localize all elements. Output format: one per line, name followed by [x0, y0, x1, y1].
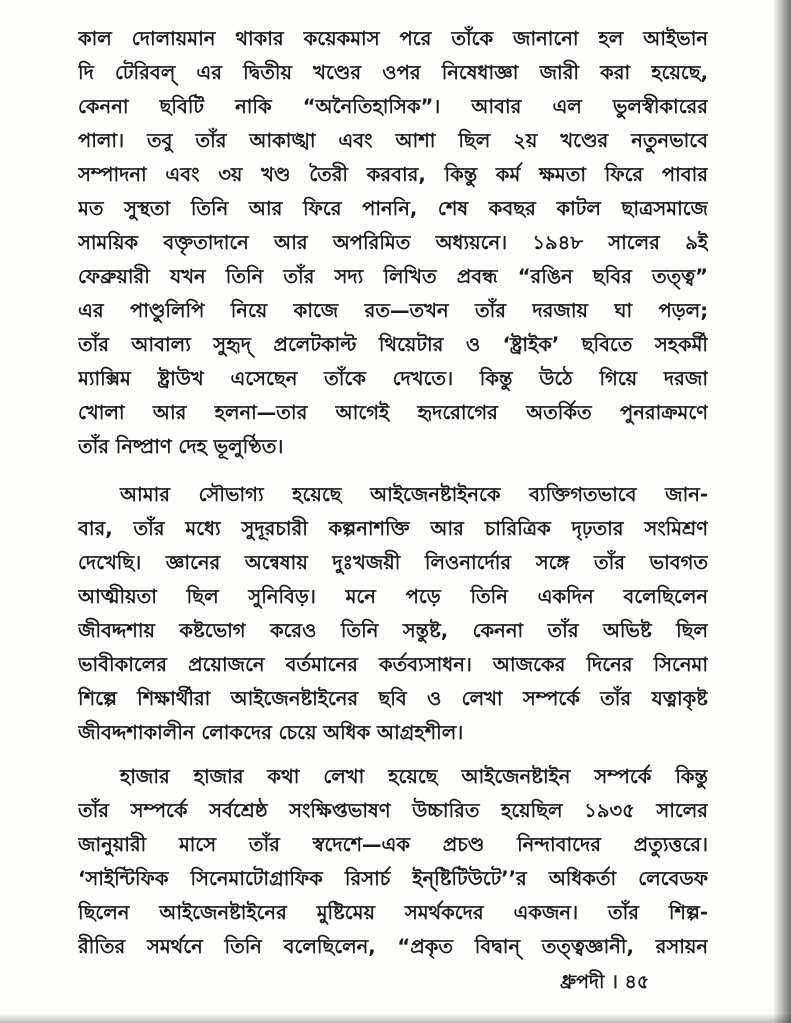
text-line: বার, তাঁর মধ্যে সুদূরচারী কল্পনাশক্তি আর চারিত্রিক দৃঢ়তার সংমিশ্রণ	[78, 517, 708, 540]
text-line: কাল দোলায়মান থাকার কয়েকমাস পরে তাঁকে জানানো হল আইভান	[78, 27, 708, 50]
paragraph-3	[78, 760, 708, 964]
text-line: মত সুস্থতা তিনি আর ফিরে পাননি, শেষ কবছর কাটল ছাত্রসমাজে	[78, 197, 708, 220]
footer-separator: ।	[611, 971, 618, 993]
text-line: সাময়িক বক্তৃতাদানে আর অপরিমিত অধ্যয়নে। ১৯৪৮ সালের ৯ই	[78, 231, 708, 254]
text-line: রীতির সমর্থনে তিনি বলেছিলেন, “প্রকৃত বিদ্বান্ তত্ত্বজ্ঞানী, রসায়ন	[78, 935, 708, 958]
page-number: ৪৫	[624, 971, 650, 993]
paragraph-1	[78, 22, 708, 464]
text-line: ম্যাক্সিম ষ্ট্রাউখ এসেছেন তাঁকে দেখতে। কিন্তু উঠে গিয়ে দরজা	[78, 367, 708, 390]
text-line: জীবদ্দশাকালীন লোকদের চেয়ে অধিক আগ্রহশীল।	[78, 721, 464, 744]
text-line: ‘সাইন্টিফিক সিনেমাটোগ্রাফিক রিসার্চ ইন্‌ষ্টিটিউটে’’র অধিকর্তা লেবেডফ	[78, 867, 708, 890]
text-line: ভাবীকালের প্রয়োজনে বর্তমানের কর্তব্যসাধন। আজকের দিনের সিনেমা	[78, 653, 708, 676]
text-line: ফেব্রুয়ারী যখন তিনি তাঁর সদ্য লিখিত প্রবন্ধ “রঙিন ছবির তত্ত্ব”	[78, 265, 708, 288]
paragraph-2	[78, 478, 708, 750]
journal-name: ধ্রুপদী	[560, 971, 605, 993]
text-line: এর পাণ্ডুলিপি নিয়ে কাজে রত—তখন তাঁর দরজায় ঘা পড়ল;	[78, 299, 708, 322]
text-line: দি টেরিবল্ এর দ্বিতীয় খণ্ডের ওপর নিষেধাজ্ঞা জারী করা হয়েছে,	[78, 61, 708, 84]
text-line: কেননা ছবিটি নাকি “অনৈতিহাসিক”। আবার এল ভুলস্বীকারের	[78, 95, 708, 118]
text-line: আমার সৌভাগ্য হয়েছে আইজেনষ্টাইনকে ব্যক্তিগতভাবে জান-	[120, 483, 708, 506]
page-bottom-shadow	[0, 1013, 791, 1023]
text-line: পালা। তবু তাঁর আকাঙ্খা এবং আশা ছিল ২য় খণ্ডের নতুনভাবে	[78, 129, 708, 152]
text-line: তাঁর সম্পর্কে সর্বশ্রেষ্ঠ সংক্ষিপ্তভাষণ উচ্চারিত হয়েছিল ১৯৩৫ সালের	[78, 799, 708, 822]
text-line: দেখেছি। জ্ঞানের অন্বেষায় দুঃখজয়ী লিওনার্দোর সঙ্গে তাঁর ভাবগত	[78, 551, 708, 574]
page-footer	[560, 968, 700, 1000]
text-line: জীবদ্দশায় কষ্টভোগ করেও তিনি সন্তুষ্ট, কেননা তাঁর অভিষ্ট ছিল	[78, 619, 708, 642]
text-line: তাঁর আবাল্য সুহৃদ্ প্রলেটকাল্ট থিয়েটার ও ‘ষ্ট্রাইক’ ছবিতে সহকর্মী	[78, 333, 708, 356]
text-line: আত্মীয়তা ছিল সুনিবিড়। মনে পড়ে তিনি একদিন বলেছিলেন	[78, 585, 708, 608]
text-line: খোলা আর হলনা—তার আগেই হৃদরোগের অতর্কিত পুনরাক্রমণে	[78, 401, 708, 424]
text-line: জানুয়ারী মাসে তাঁর স্বদেশে—এক প্রচণ্ড নিন্দাবাদের প্রত্যুত্তরে।	[78, 833, 708, 856]
text-line: সম্পাদনা এবং ৩য় খণ্ড তৈরী করবার, কিন্তু কর্ম ক্ষমতা ফিরে পাবার	[78, 163, 708, 186]
text-line: তাঁর নিষ্প্রাণ দেহ ভূলুণ্ঠিত।	[78, 435, 284, 458]
text-line: শিল্পে শিক্ষার্থীরা আইজেনষ্টাইনের ছবি ও লেখা সম্পর্কে তাঁর যত্নাকৃষ্ট	[78, 687, 708, 710]
text-line: হাজার হাজার কথা লেখা হয়েছে আইজেনষ্টাইন সম্পর্কে কিন্তু	[120, 765, 708, 788]
text-line: ছিলেন আইজেনষ্টাইনের মুষ্টিমেয় সমর্থকদের একজন। তাঁর শিল্প-	[78, 901, 708, 924]
page-edge-shadow	[773, 0, 791, 1023]
